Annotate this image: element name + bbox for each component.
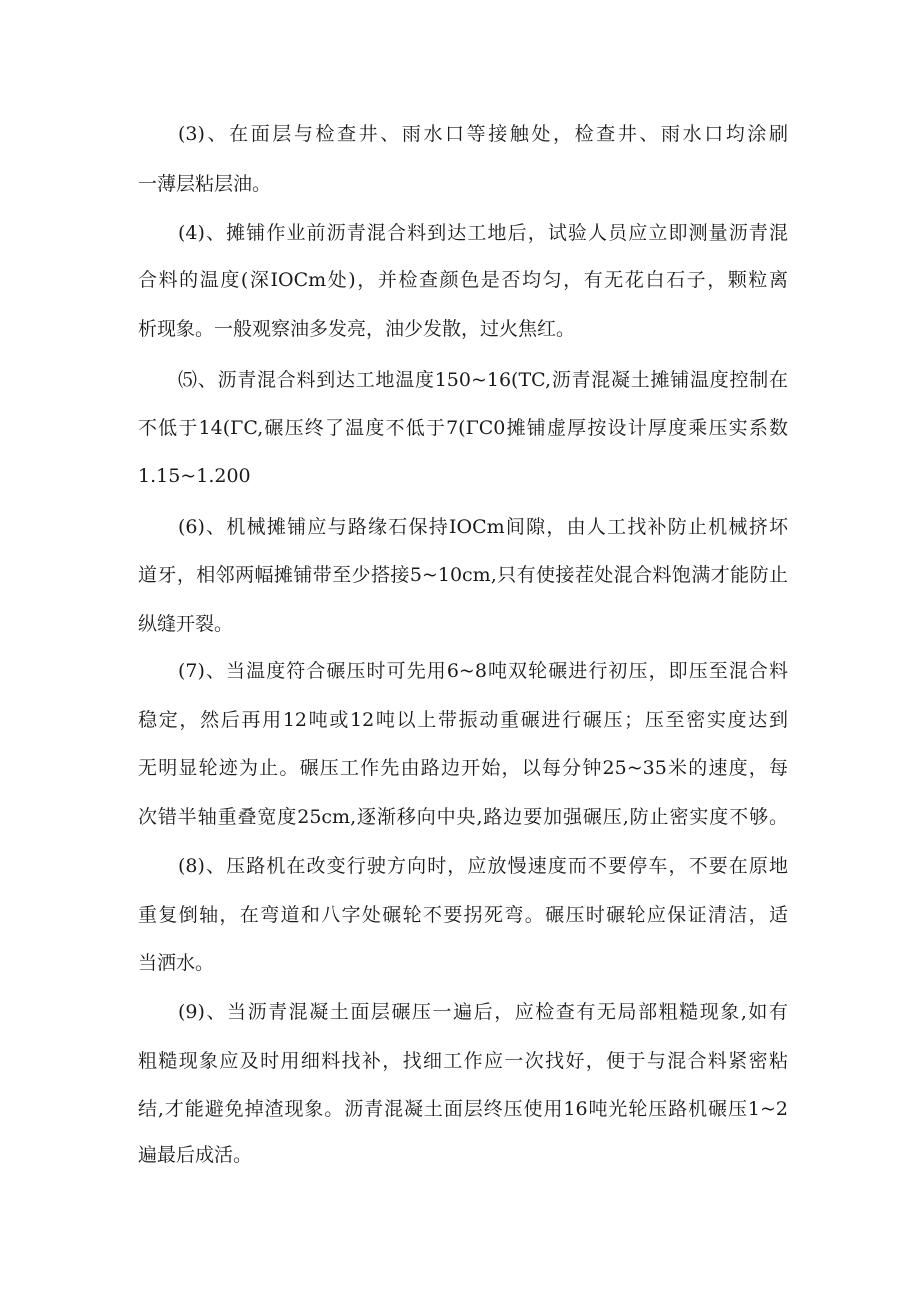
- paragraph-9-line-3: 结,才能避免掉渣现象。沥青混凝土面层终压使用16吨光轮压路机碾压1~2: [138, 1098, 788, 1120]
- paragraph-5-line-1: ⑸、沥青混合料到达工地温度150~16(TC,沥青混凝土摊铺温度控制在: [178, 369, 788, 391]
- paragraph-6-line-3: 纵缝开裂。: [138, 613, 234, 635]
- paragraph-9-line-4: 遍最后成活。: [138, 1144, 253, 1166]
- paragraph-3-line-2: 一薄层粘层油。: [138, 173, 272, 195]
- paragraph-8-line-2: 重复倒轴，在弯道和八字处碾轮不要拐死弯。碾压时碾轮应保证清洁，适: [138, 904, 788, 926]
- paragraph-7-line-4: 次错半轴重叠宽度25cm,逐渐移向中央,路边要加强碾压,防止密实度不够。: [138, 806, 788, 828]
- paragraph-3-line-1: (3)、在面层与检查井、雨水口等接触处，检查井、雨水口均涂刷: [178, 123, 788, 145]
- paragraph-6-line-1: (6)、机械摊铺应与路缘石保持IOCm间隙，由人工找补防止机械挤坏: [178, 516, 788, 538]
- paragraph-8-line-1: (8)、压路机在改变行驶方向时，应放慢速度而不要停车，不要在原地: [178, 855, 788, 877]
- paragraph-8-line-3: 当洒水。: [138, 952, 215, 974]
- paragraph-5-line-3: 1.15~1.200: [138, 465, 251, 487]
- paragraph-4-line-2: 合料的温度(深IOCm处)，并检查颜色是否均匀，有无花白石子，颗粒离: [138, 269, 788, 291]
- paragraph-9-line-2: 粗糙现象应及时用细料找补，找细工作应一次找好，便于与混合料紧密粘: [138, 1050, 788, 1072]
- paragraph-5-line-2: 不低于14(ΓC,碾压终了温度不低于7(ΓC0摊铺虚厚按设计厚度乘压实系数: [138, 417, 788, 439]
- paragraph-9-line-1: (9)、当沥青混凝土面层碾压一遍后，应检查有无局部粗糙现象,如有: [178, 1001, 788, 1023]
- paragraph-4-line-3: 析现象。一般观察油多发亮，油少发散，过火焦红。: [138, 318, 576, 340]
- paragraph-7-line-3: 无明显轮迹为止。碾压工作先由路边开始，以每分钟25~35米的速度，每: [138, 757, 788, 779]
- paragraph-4-line-1: (4)、摊铺作业前沥青混合料到达工地后，试验人员应立即测量沥青混: [178, 222, 788, 244]
- paragraph-7-line-1: (7)、当温度符合碾压时可先用6~8吨双轮碾进行初压，即压至混合料: [178, 660, 788, 682]
- paragraph-7-line-2: 稳定，然后再用12吨或12吨以上带振动重碾进行碾压；压至密实度达到: [138, 709, 788, 731]
- paragraph-6-line-2: 道牙，相邻两幅摊铺带至少搭接5~10cm,只有使接茬处混合料饱满才能防止: [138, 564, 788, 586]
